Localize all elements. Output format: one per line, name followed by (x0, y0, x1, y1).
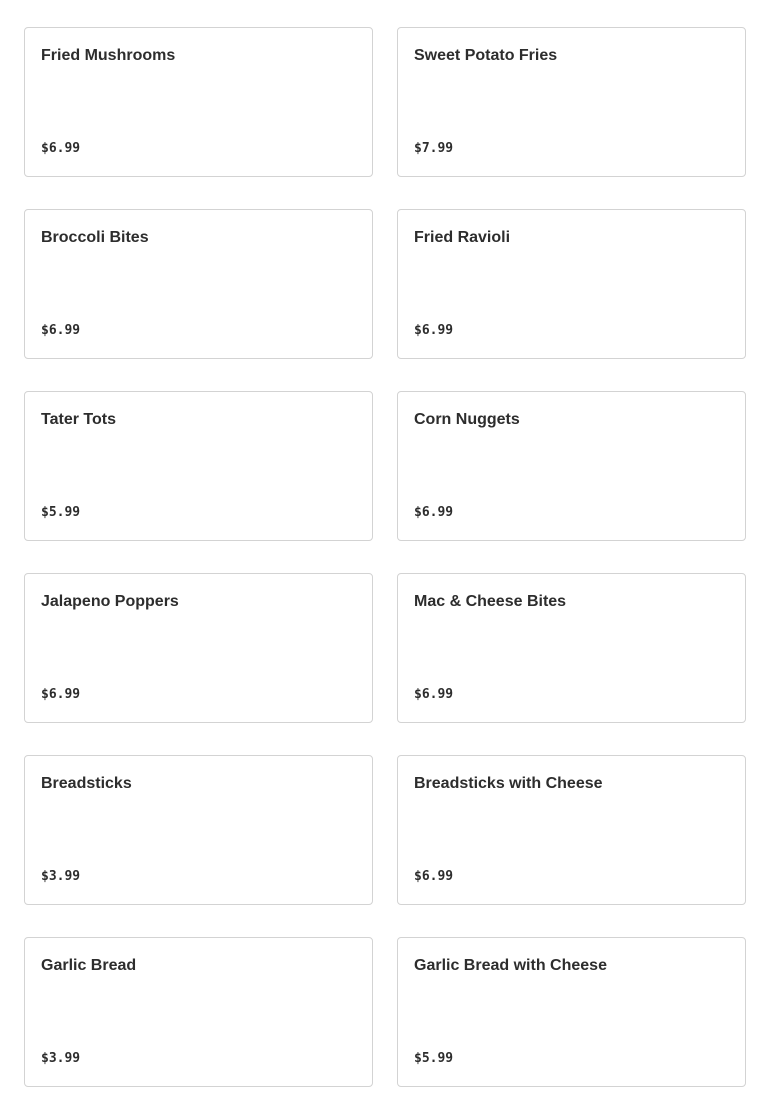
menu-item-price: $5.99 (41, 505, 81, 520)
menu-item-card[interactable] (397, 27, 746, 177)
menu-item-price: $3.99 (41, 869, 81, 884)
menu-item-card[interactable] (24, 27, 373, 177)
menu-item-name: Broccoli Bites (41, 229, 149, 246)
menu-item-name: Jalapeno Poppers (41, 593, 179, 610)
menu-item-card[interactable] (397, 755, 746, 905)
menu-item-grid (24, 27, 746, 1087)
menu-item-price: $5.99 (414, 1051, 454, 1066)
menu-item-name: Fried Mushrooms (41, 47, 176, 64)
menu-item-card[interactable] (24, 937, 373, 1087)
menu-item-price: $3.99 (41, 1051, 81, 1066)
menu-item-price: $6.99 (41, 687, 81, 702)
menu-item-card[interactable] (24, 209, 373, 359)
menu-item-price: $7.99 (414, 141, 454, 156)
menu-item-name: Mac & Cheese Bites (414, 593, 567, 610)
menu-item-card[interactable] (397, 391, 746, 541)
menu-item-name: Breadsticks with Cheese (414, 775, 603, 792)
menu-item-name: Tater Tots (41, 411, 116, 428)
menu-item-name: Garlic Bread with Cheese (414, 957, 607, 974)
menu-item-card[interactable] (397, 573, 746, 723)
menu-item-price: $6.99 (414, 323, 454, 338)
menu-item-name: Sweet Potato Fries (414, 47, 558, 64)
menu-item-name: Corn Nuggets (414, 411, 520, 428)
menu-item-name: Garlic Bread (41, 957, 137, 974)
menu-item-price: $6.99 (41, 141, 81, 156)
menu-item-card[interactable] (397, 937, 746, 1087)
menu-item-price: $6.99 (414, 687, 454, 702)
menu-item-card[interactable] (24, 391, 373, 541)
menu-item-card[interactable] (24, 755, 373, 905)
menu-item-name: Breadsticks (41, 775, 132, 792)
menu-item-price: $6.99 (414, 869, 454, 884)
menu-item-name: Fried Ravioli (414, 229, 511, 246)
menu-item-price: $6.99 (41, 323, 81, 338)
menu-item-price: $6.99 (414, 505, 454, 520)
menu-item-card[interactable] (397, 209, 746, 359)
menu-item-card[interactable] (24, 573, 373, 723)
